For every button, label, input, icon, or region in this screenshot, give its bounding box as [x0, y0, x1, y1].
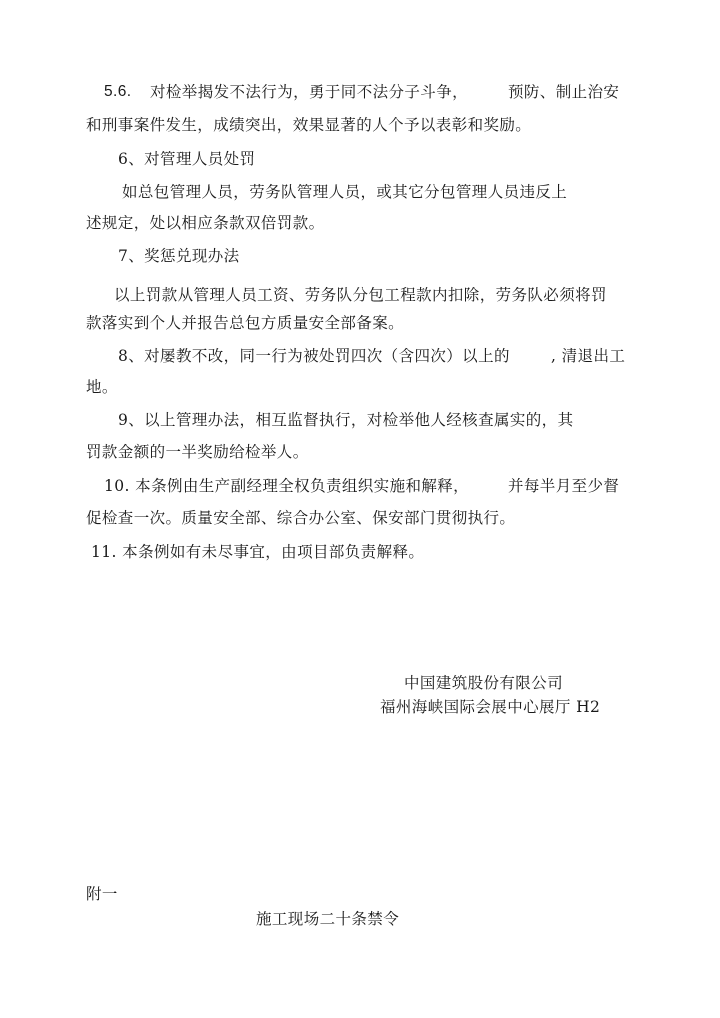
clause-5-6-text-part1: 对检举揭发不法行为，勇于同不法分子斗争，	[150, 83, 469, 101]
clause-6-text: 如总包管理人员，劳务队管理人员，或其它分包管理人员违反上	[122, 183, 568, 201]
clause-8-text-cont: 地。	[86, 378, 118, 396]
signature-project: 福州海峡国际会展中心展厅 H2	[380, 698, 601, 716]
clause-8-text-part1: 8、对屡教不改，同一行为被处罚四次（含四次）以上的	[118, 347, 510, 365]
clause-5-6-text-cont: 和刑事案件发生，成绩突出，效果显著的人个予以表彰和奖励。	[86, 116, 532, 134]
clause-7-text: 以上罚款从管理人员工资、劳务队分包工程款内扣除，劳务队必须将罚	[114, 286, 607, 304]
clause-8-text-part2: , 清退出工	[551, 347, 626, 365]
clause-5-6-text-part2: 预防、制止治安	[508, 83, 620, 101]
clause-6-heading: 6、对管理人员处罚	[118, 150, 256, 168]
signature-company: 中国建筑股份有限公司	[404, 674, 564, 692]
clause-9-text: 9、以上管理办法，相互监督执行，对检举他人经核查属实的，其	[118, 411, 574, 429]
clause-5-6-number: 5.6.	[104, 83, 132, 100]
clause-11-text: 11. 本条例如有未尽事宜，由项目部负责解释。	[91, 543, 425, 561]
appendix-title: 施工现场二十条禁令	[256, 910, 400, 928]
clause-10-text-part1: 10. 本条例由生产副经理全权负责组织实施和解释，	[104, 477, 470, 495]
clause-10-text-cont: 促检查一次。质量安全部、综合办公室、保安部门贯彻执行。	[86, 509, 516, 527]
clause-6-text-cont: 述规定，处以相应条款双倍罚款。	[86, 214, 325, 232]
clause-10-text-part2: 并每半月至少督	[508, 477, 620, 495]
appendix-label: 附一	[86, 885, 118, 903]
clause-9-text-cont: 罚款金额的一半奖励给检举人。	[86, 443, 309, 461]
clause-7-text-cont: 款落实到个人并报告总包方质量安全部备案。	[86, 314, 405, 332]
clause-7-heading: 7、奖惩兑现办法	[118, 247, 240, 265]
